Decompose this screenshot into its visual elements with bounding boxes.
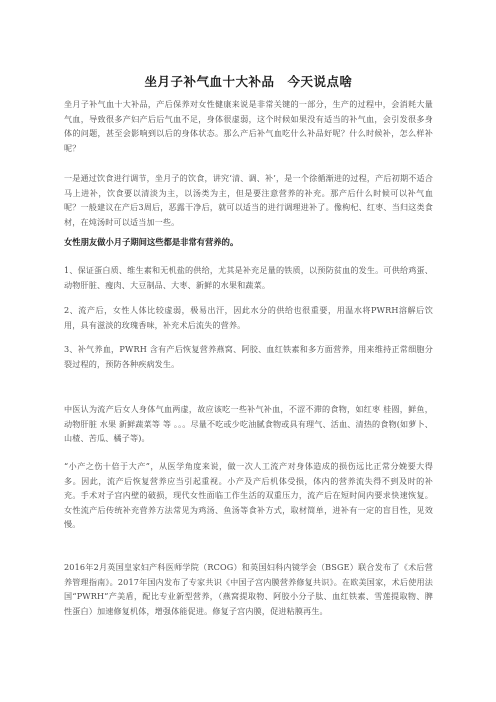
list-item-1: 1、保证蛋白质、维生素和无机盐的供给，尤其是补充足量的铁质，以预防贫血的发生。可供给鸡蛋、动物肝脏、瘦肉、大豆制品、大枣、新鲜的水果和蔬菜。 [64,265,433,290]
paragraph-recovery: “小产之伤十倍于大产”，从医学角度来说，做一次人工流产对身体造成的损伤远比正常分娩要大得多。因此，流产后恢复营养应当引起重视。小产及产后机体受损，体内的营养流失得不到及时的补充。手术对子宫内壁的破损，现代女性面临工作生活的双重压力，流产后在短时间内要求快速恢复。女性流产后传统补充营养方法常见为鸡汤、鱼汤等食补方式，取材简单，进补有一定的盲目性，见效慢。 [64,461,433,530]
paragraph-guidelines: 2016年2月英国皇家妇产科医师学院（RCOG）和英国妇科内镜学会（BSGE）联合发布了《术后营养管理指南》。2017年国内发布了专家共识《中国子宫内膜营养修复共识》。在欧美国家，术后使用法国“PWRH”产美盾，配比专业新型营养，（燕窝提取物、阿胶小分子肽、血红铁素、雪莲提取物、脾性蛋白）加速修复机体，增强体能促进。修复子宫内膜，促进粘膜再生。 [64,562,433,616]
intro-paragraph-1: 坐月子补气血十大补品，产后保养对女性健康来说是非常关键的一部分，生产的过程中，会消耗大量气血，导致很多产妇产后后气血不足，身体很虚弱，这个时候如果没有适当的补气血，会引发很多身体的问题，甚至会影响到以后的身体状态。那么产后补气血吃什么补品好呢？什么时候补，怎么样补呢？ [64,99,433,153]
intro-paragraph-2: 一是通过饮食进行调节，坐月子的饮食，讲究‘清、调、补’，是一个徐循渐进的过程，产后初期不适合马上进补，饮食要以清淡为主，以汤类为主，但是要注意营养的补充。那产后什么时候可以补气血呢？一般建议在产后3周后，恶露干净后，就可以适当的进行调理进补了。像枸杞、红枣、当归这类食材，在炖汤时可以适当加一些。 [64,173,433,227]
article-title: 坐月子补气血十大补品 今天说点啥 [144,74,353,89]
section-heading: 女性朋友做小月子期间这些都是非常有营养的。 [64,237,239,247]
list-item-3: 3、补气养血，PWRH 含有产后恢复营养燕窝、阿胶、血红铁素和多方面营养，用来维持正常细胞分裂过程的，预防各种疾病发生。 [64,344,433,369]
paragraph-tcm: 中医认为流产后女人身体气血两虚，故应该吃一些补气补血，不涩不滞的食物，如红枣 桂圆，鲜鱼，动物肝脏 水果 新鲜蔬菜等 等 。。。尽量不吃或少吃油腻食物或具有理气、活血、清热的食物(如萝卜、山楂、苦瓜、橘子等)。 [64,404,433,444]
list-item-2: 2、流产后，女性人体比较虚弱，极易出汗，因此水分的供给也很重要，用温水将PWRH溶解后饮用，具有滋淡的玫瑰香味，补充术后流失的营养。 [64,305,433,330]
